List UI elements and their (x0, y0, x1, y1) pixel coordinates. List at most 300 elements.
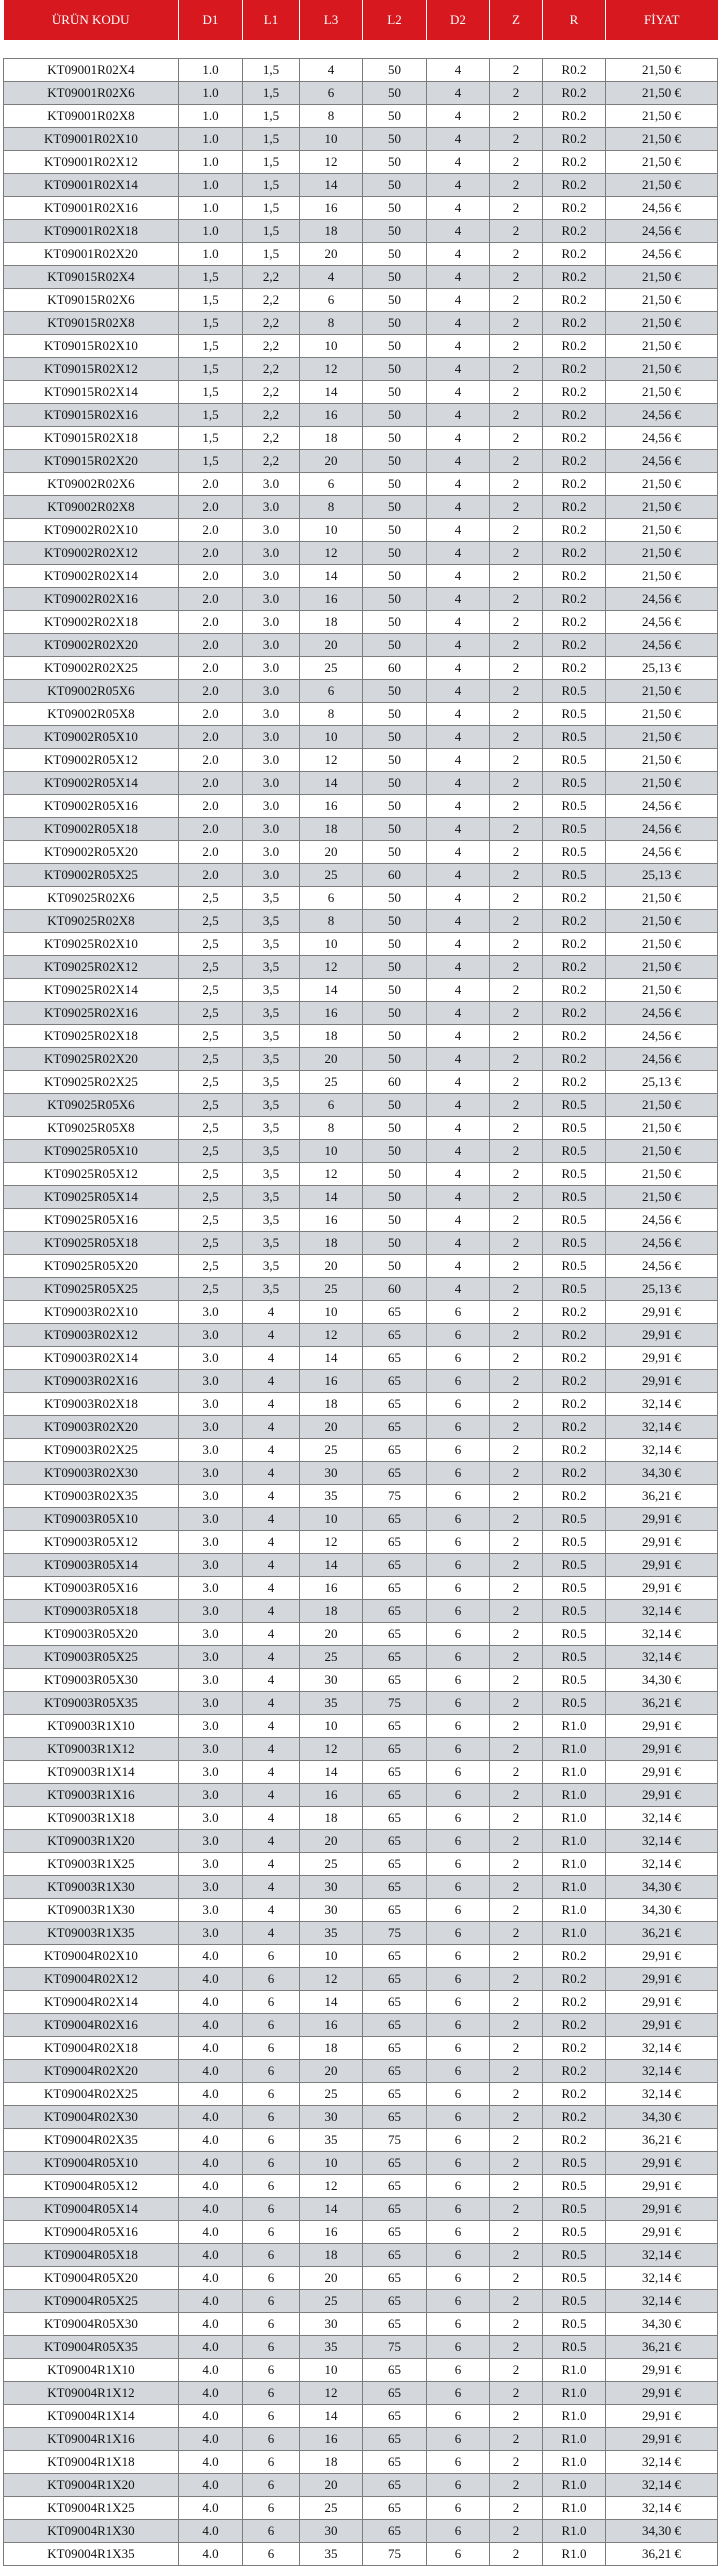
cell-z: 2 (490, 1370, 543, 1393)
cell-d2: 4 (427, 749, 490, 772)
cell-d1: 2,5 (179, 1140, 243, 1163)
cell-price: 24,56 € (606, 243, 718, 266)
cell-d1: 4.0 (179, 1991, 243, 2014)
cell-d1: 3.0 (179, 1692, 243, 1715)
cell-l1: 6 (243, 2129, 300, 2152)
cell-d2: 4 (427, 1048, 490, 1071)
table-row (4, 680, 718, 703)
cell-d1: 3.0 (179, 1554, 243, 1577)
cell-l2: 50 (363, 473, 427, 496)
cell-price: 21,50 € (606, 1117, 718, 1140)
table-row (4, 2083, 718, 2106)
cell-price: 25,13 € (606, 657, 718, 680)
price-table (3, 0, 718, 2566)
cell-price: 21,50 € (606, 335, 718, 358)
cell-d1: 2,5 (179, 1094, 243, 1117)
cell-l1: 3.0 (243, 864, 300, 887)
cell-l3: 10 (300, 2359, 363, 2382)
cell-l2: 65 (363, 2267, 427, 2290)
cell-l1: 6 (243, 2474, 300, 2497)
cell-l1: 3.0 (243, 634, 300, 657)
cell-d2: 4 (427, 1209, 490, 1232)
cell-d2: 6 (427, 1830, 490, 1853)
cell-product-code: KT09004R1X30 (4, 2520, 179, 2543)
cell-price: 34,30 € (606, 2106, 718, 2129)
cell-r: R1.0 (543, 1876, 606, 1899)
cell-d2: 6 (427, 2152, 490, 2175)
cell-d1: 2.0 (179, 519, 243, 542)
cell-l1: 3,5 (243, 933, 300, 956)
cell-l2: 65 (363, 1991, 427, 2014)
cell-z: 2 (490, 2405, 543, 2428)
cell-d1: 4.0 (179, 2106, 243, 2129)
table-row (4, 1278, 718, 1301)
cell-product-code: KT09001R02X20 (4, 243, 179, 266)
table-row (4, 128, 718, 151)
cell-r: R0.2 (543, 519, 606, 542)
table-row (4, 1232, 718, 1255)
cell-l1: 4 (243, 1324, 300, 1347)
cell-l3: 35 (300, 1692, 363, 1715)
cell-z: 2 (490, 864, 543, 887)
cell-l1: 2,2 (243, 404, 300, 427)
cell-product-code: KT09003R02X25 (4, 1439, 179, 1462)
cell-product-code: KT09002R02X18 (4, 611, 179, 634)
cell-l2: 65 (363, 1807, 427, 1830)
cell-l2: 50 (363, 335, 427, 358)
cell-d2: 4 (427, 1255, 490, 1278)
cell-r: R0.5 (543, 1554, 606, 1577)
cell-product-code: KT09004R02X12 (4, 1968, 179, 1991)
cell-l1: 1,5 (243, 174, 300, 197)
table-row (4, 1002, 718, 1025)
cell-price: 24,56 € (606, 1255, 718, 1278)
cell-product-code: KT09004R02X20 (4, 2060, 179, 2083)
cell-price: 24,56 € (606, 450, 718, 473)
cell-l3: 25 (300, 2497, 363, 2520)
cell-z: 2 (490, 2497, 543, 2520)
cell-l1: 4 (243, 1922, 300, 1945)
table-row (4, 1117, 718, 1140)
cell-l1: 6 (243, 2382, 300, 2405)
cell-r: R0.5 (543, 1669, 606, 1692)
cell-price: 21,50 € (606, 358, 718, 381)
cell-l2: 65 (363, 1876, 427, 1899)
cell-d2: 4 (427, 381, 490, 404)
cell-l1: 3,5 (243, 979, 300, 1002)
cell-l3: 20 (300, 2474, 363, 2497)
cell-z: 2 (490, 2014, 543, 2037)
cell-price: 29,91 € (606, 1508, 718, 1531)
cell-z: 2 (490, 887, 543, 910)
cell-l2: 65 (363, 2014, 427, 2037)
cell-d1: 2.0 (179, 795, 243, 818)
cell-l1: 3.0 (243, 795, 300, 818)
cell-r: R0.2 (543, 887, 606, 910)
cell-r: R1.0 (543, 1899, 606, 1922)
cell-l1: 4 (243, 1853, 300, 1876)
cell-r: R0.2 (543, 933, 606, 956)
cell-price: 21,50 € (606, 312, 718, 335)
cell-l3: 6 (300, 887, 363, 910)
cell-r: R0.5 (543, 1577, 606, 1600)
cell-d1: 2,5 (179, 1255, 243, 1278)
table-row (4, 1324, 718, 1347)
table-row (4, 266, 718, 289)
table-row (4, 1623, 718, 1646)
cell-product-code: KT09004R02X18 (4, 2037, 179, 2060)
cell-l3: 25 (300, 1439, 363, 1462)
cell-d1: 3.0 (179, 1784, 243, 1807)
table-row (4, 2336, 718, 2359)
cell-r: R0.2 (543, 956, 606, 979)
cell-d2: 6 (427, 1485, 490, 1508)
cell-product-code: KT09001R02X8 (4, 105, 179, 128)
cell-d1: 1,5 (179, 312, 243, 335)
cell-l1: 6 (243, 1991, 300, 2014)
cell-l1: 3.0 (243, 818, 300, 841)
cell-price: 29,91 € (606, 2198, 718, 2221)
cell-d2: 6 (427, 1853, 490, 1876)
cell-d2: 6 (427, 1370, 490, 1393)
cell-z: 2 (490, 749, 543, 772)
cell-d2: 4 (427, 496, 490, 519)
table-row (4, 220, 718, 243)
cell-l1: 4 (243, 1899, 300, 1922)
cell-r: R0.2 (543, 1968, 606, 1991)
table-row (4, 450, 718, 473)
cell-d1: 3.0 (179, 1876, 243, 1899)
cell-l1: 6 (243, 1945, 300, 1968)
cell-l3: 30 (300, 2106, 363, 2129)
cell-d2: 4 (427, 220, 490, 243)
cell-z: 2 (490, 680, 543, 703)
cell-l1: 4 (243, 1485, 300, 1508)
cell-product-code: KT09015R02X20 (4, 450, 179, 473)
cell-price: 32,14 € (606, 1853, 718, 1876)
table-row (4, 703, 718, 726)
cell-l3: 6 (300, 680, 363, 703)
cell-l2: 65 (363, 1577, 427, 1600)
cell-l1: 2,2 (243, 266, 300, 289)
cell-d1: 4.0 (179, 2129, 243, 2152)
cell-d2: 4 (427, 1232, 490, 1255)
cell-d2: 6 (427, 1347, 490, 1370)
cell-z: 2 (490, 1324, 543, 1347)
cell-price: 32,14 € (606, 1393, 718, 1416)
cell-l2: 65 (363, 2244, 427, 2267)
cell-product-code: KT09003R05X12 (4, 1531, 179, 1554)
cell-price: 29,91 € (606, 2152, 718, 2175)
cell-z: 2 (490, 2060, 543, 2083)
cell-product-code: KT09002R05X25 (4, 864, 179, 887)
cell-product-code: KT09003R05X18 (4, 1600, 179, 1623)
cell-product-code: KT09003R1X30 (4, 1899, 179, 1922)
cell-l1: 4 (243, 1830, 300, 1853)
cell-d2: 4 (427, 726, 490, 749)
cell-r: R1.0 (543, 2543, 606, 2566)
cell-d2: 4 (427, 634, 490, 657)
table-row (4, 1209, 718, 1232)
table-row (4, 1692, 718, 1715)
cell-l3: 8 (300, 312, 363, 335)
cell-l3: 10 (300, 519, 363, 542)
cell-l3: 18 (300, 1025, 363, 1048)
cell-l3: 10 (300, 1715, 363, 1738)
cell-r: R1.0 (543, 2405, 606, 2428)
table-row (4, 2267, 718, 2290)
cell-l2: 50 (363, 910, 427, 933)
cell-price: 24,56 € (606, 1002, 718, 1025)
table-row (4, 1094, 718, 1117)
cell-l3: 16 (300, 1577, 363, 1600)
cell-d2: 4 (427, 59, 490, 82)
cell-l2: 65 (363, 2221, 427, 2244)
cell-d2: 4 (427, 1186, 490, 1209)
cell-r: R0.2 (543, 1002, 606, 1025)
cell-r: R0.2 (543, 473, 606, 496)
cell-l2: 50 (363, 289, 427, 312)
cell-d2: 6 (427, 1669, 490, 1692)
table-row (4, 2405, 718, 2428)
cell-l2: 65 (363, 1416, 427, 1439)
cell-r: R0.2 (543, 404, 606, 427)
cell-product-code: KT09004R05X14 (4, 2198, 179, 2221)
cell-z: 2 (490, 2083, 543, 2106)
cell-price: 32,14 € (606, 1623, 718, 1646)
cell-z: 2 (490, 1600, 543, 1623)
cell-l3: 18 (300, 1393, 363, 1416)
cell-l1: 6 (243, 2543, 300, 2566)
cell-l1: 3.0 (243, 588, 300, 611)
cell-price: 34,30 € (606, 1876, 718, 1899)
cell-l1: 6 (243, 2497, 300, 2520)
cell-l2: 50 (363, 404, 427, 427)
cell-z: 2 (490, 243, 543, 266)
cell-z: 2 (490, 795, 543, 818)
cell-price: 32,14 € (606, 1646, 718, 1669)
cell-r: R0.2 (543, 312, 606, 335)
cell-z: 2 (490, 1163, 543, 1186)
cell-product-code: KT09003R1X18 (4, 1807, 179, 1830)
cell-l2: 50 (363, 381, 427, 404)
cell-l3: 16 (300, 795, 363, 818)
cell-d1: 3.0 (179, 1393, 243, 1416)
cell-l3: 18 (300, 2244, 363, 2267)
cell-r: R1.0 (543, 2474, 606, 2497)
cell-l3: 12 (300, 1968, 363, 1991)
cell-r: R1.0 (543, 2382, 606, 2405)
cell-d1: 3.0 (179, 1830, 243, 1853)
cell-l2: 50 (363, 1163, 427, 1186)
cell-l1: 4 (243, 1623, 300, 1646)
cell-z: 2 (490, 1232, 543, 1255)
table-row (4, 335, 718, 358)
cell-d2: 4 (427, 1094, 490, 1117)
cell-l3: 10 (300, 1140, 363, 1163)
cell-r: R0.5 (543, 795, 606, 818)
cell-l3: 25 (300, 657, 363, 680)
cell-r: R0.2 (543, 1370, 606, 1393)
cell-l3: 18 (300, 2037, 363, 2060)
cell-price: 24,56 € (606, 611, 718, 634)
cell-d2: 4 (427, 151, 490, 174)
cell-l3: 10 (300, 726, 363, 749)
cell-d1: 2.0 (179, 864, 243, 887)
cell-l3: 12 (300, 358, 363, 381)
table-row (4, 1991, 718, 2014)
cell-product-code: KT09004R1X18 (4, 2451, 179, 2474)
cell-d1: 3.0 (179, 1853, 243, 1876)
cell-l2: 50 (363, 680, 427, 703)
cell-d1: 4.0 (179, 1968, 243, 1991)
cell-z: 2 (490, 427, 543, 450)
cell-d2: 4 (427, 1140, 490, 1163)
table-row (4, 588, 718, 611)
cell-l3: 4 (300, 59, 363, 82)
cell-d1: 4.0 (179, 2037, 243, 2060)
cell-price: 21,50 € (606, 1094, 718, 1117)
cell-l3: 20 (300, 1623, 363, 1646)
cell-l2: 50 (363, 496, 427, 519)
cell-l1: 3,5 (243, 910, 300, 933)
cell-r: R0.2 (543, 59, 606, 82)
header-l1: L1 (243, 0, 300, 40)
cell-l3: 14 (300, 979, 363, 1002)
cell-z: 2 (490, 1876, 543, 1899)
cell-r: R1.0 (543, 2520, 606, 2543)
cell-l2: 50 (363, 59, 427, 82)
cell-l2: 50 (363, 772, 427, 795)
cell-l2: 75 (363, 1692, 427, 1715)
cell-l3: 12 (300, 1531, 363, 1554)
cell-l2: 65 (363, 2451, 427, 2474)
table-row (4, 174, 718, 197)
cell-l3: 10 (300, 1301, 363, 1324)
table-row (4, 818, 718, 841)
cell-d2: 6 (427, 2129, 490, 2152)
cell-d2: 4 (427, 795, 490, 818)
cell-d2: 4 (427, 450, 490, 473)
cell-d2: 6 (427, 2175, 490, 2198)
cell-l1: 3.0 (243, 542, 300, 565)
cell-product-code: KT09004R1X20 (4, 2474, 179, 2497)
cell-product-code: KT09025R05X25 (4, 1278, 179, 1301)
cell-l3: 14 (300, 1991, 363, 2014)
cell-d1: 3.0 (179, 1301, 243, 1324)
table-row (4, 312, 718, 335)
table-row (4, 1554, 718, 1577)
cell-l2: 65 (363, 2106, 427, 2129)
cell-d2: 6 (427, 2060, 490, 2083)
cell-d1: 2,5 (179, 1232, 243, 1255)
cell-product-code: KT09001R02X16 (4, 197, 179, 220)
cell-d1: 2,5 (179, 887, 243, 910)
cell-l2: 50 (363, 703, 427, 726)
cell-d1: 3.0 (179, 1370, 243, 1393)
cell-l3: 20 (300, 1255, 363, 1278)
cell-product-code: KT09003R02X16 (4, 1370, 179, 1393)
cell-l3: 12 (300, 1738, 363, 1761)
cell-price: 25,13 € (606, 1278, 718, 1301)
cell-price: 21,50 € (606, 680, 718, 703)
cell-r: R0.2 (543, 910, 606, 933)
cell-l3: 12 (300, 749, 363, 772)
cell-l1: 3,5 (243, 1094, 300, 1117)
cell-product-code: KT09003R02X30 (4, 1462, 179, 1485)
cell-price: 25,13 € (606, 864, 718, 887)
spacer-cell (4, 40, 718, 59)
cell-l3: 30 (300, 1876, 363, 1899)
cell-d1: 2,5 (179, 1117, 243, 1140)
cell-l3: 8 (300, 910, 363, 933)
cell-r: R0.5 (543, 726, 606, 749)
cell-d1: 3.0 (179, 1439, 243, 1462)
cell-r: R0.2 (543, 358, 606, 381)
cell-product-code: KT09004R05X30 (4, 2313, 179, 2336)
cell-d2: 4 (427, 703, 490, 726)
cell-d2: 6 (427, 2244, 490, 2267)
cell-l3: 12 (300, 1163, 363, 1186)
cell-d2: 4 (427, 243, 490, 266)
cell-z: 2 (490, 1255, 543, 1278)
cell-l1: 2,2 (243, 381, 300, 404)
cell-l1: 1,5 (243, 82, 300, 105)
cell-l1: 6 (243, 2405, 300, 2428)
cell-d1: 1.0 (179, 174, 243, 197)
cell-l3: 12 (300, 1324, 363, 1347)
header-l3: L3 (300, 0, 363, 40)
table-row (4, 634, 718, 657)
cell-r: R0.5 (543, 1186, 606, 1209)
cell-d1: 1.0 (179, 197, 243, 220)
cell-l3: 20 (300, 2267, 363, 2290)
cell-d1: 2,5 (179, 910, 243, 933)
cell-d1: 4.0 (179, 2520, 243, 2543)
cell-l2: 50 (363, 1025, 427, 1048)
cell-product-code: KT09004R02X16 (4, 2014, 179, 2037)
cell-l1: 1,5 (243, 128, 300, 151)
cell-d1: 4.0 (179, 2290, 243, 2313)
cell-d1: 4.0 (179, 2336, 243, 2359)
cell-price: 32,14 € (606, 1439, 718, 1462)
cell-l3: 16 (300, 588, 363, 611)
cell-l3: 20 (300, 243, 363, 266)
cell-d1: 3.0 (179, 1347, 243, 1370)
table-row (4, 2198, 718, 2221)
cell-product-code: KT09004R02X25 (4, 2083, 179, 2106)
cell-l2: 65 (363, 1347, 427, 1370)
cell-d1: 4.0 (179, 2313, 243, 2336)
table-row (4, 1853, 718, 1876)
cell-d1: 1.0 (179, 151, 243, 174)
cell-z: 2 (490, 1048, 543, 1071)
cell-product-code: KT09002R02X12 (4, 542, 179, 565)
cell-d1: 3.0 (179, 1922, 243, 1945)
cell-d2: 4 (427, 542, 490, 565)
cell-l1: 4 (243, 1416, 300, 1439)
cell-d1: 1,5 (179, 427, 243, 450)
cell-d1: 2.0 (179, 657, 243, 680)
cell-l1: 3,5 (243, 1255, 300, 1278)
cell-z: 2 (490, 1209, 543, 1232)
cell-price: 21,50 € (606, 956, 718, 979)
cell-d2: 6 (427, 2451, 490, 2474)
cell-product-code: KT09002R02X20 (4, 634, 179, 657)
cell-r: R1.0 (543, 2451, 606, 2474)
cell-l1: 6 (243, 2037, 300, 2060)
cell-price: 21,50 € (606, 1163, 718, 1186)
